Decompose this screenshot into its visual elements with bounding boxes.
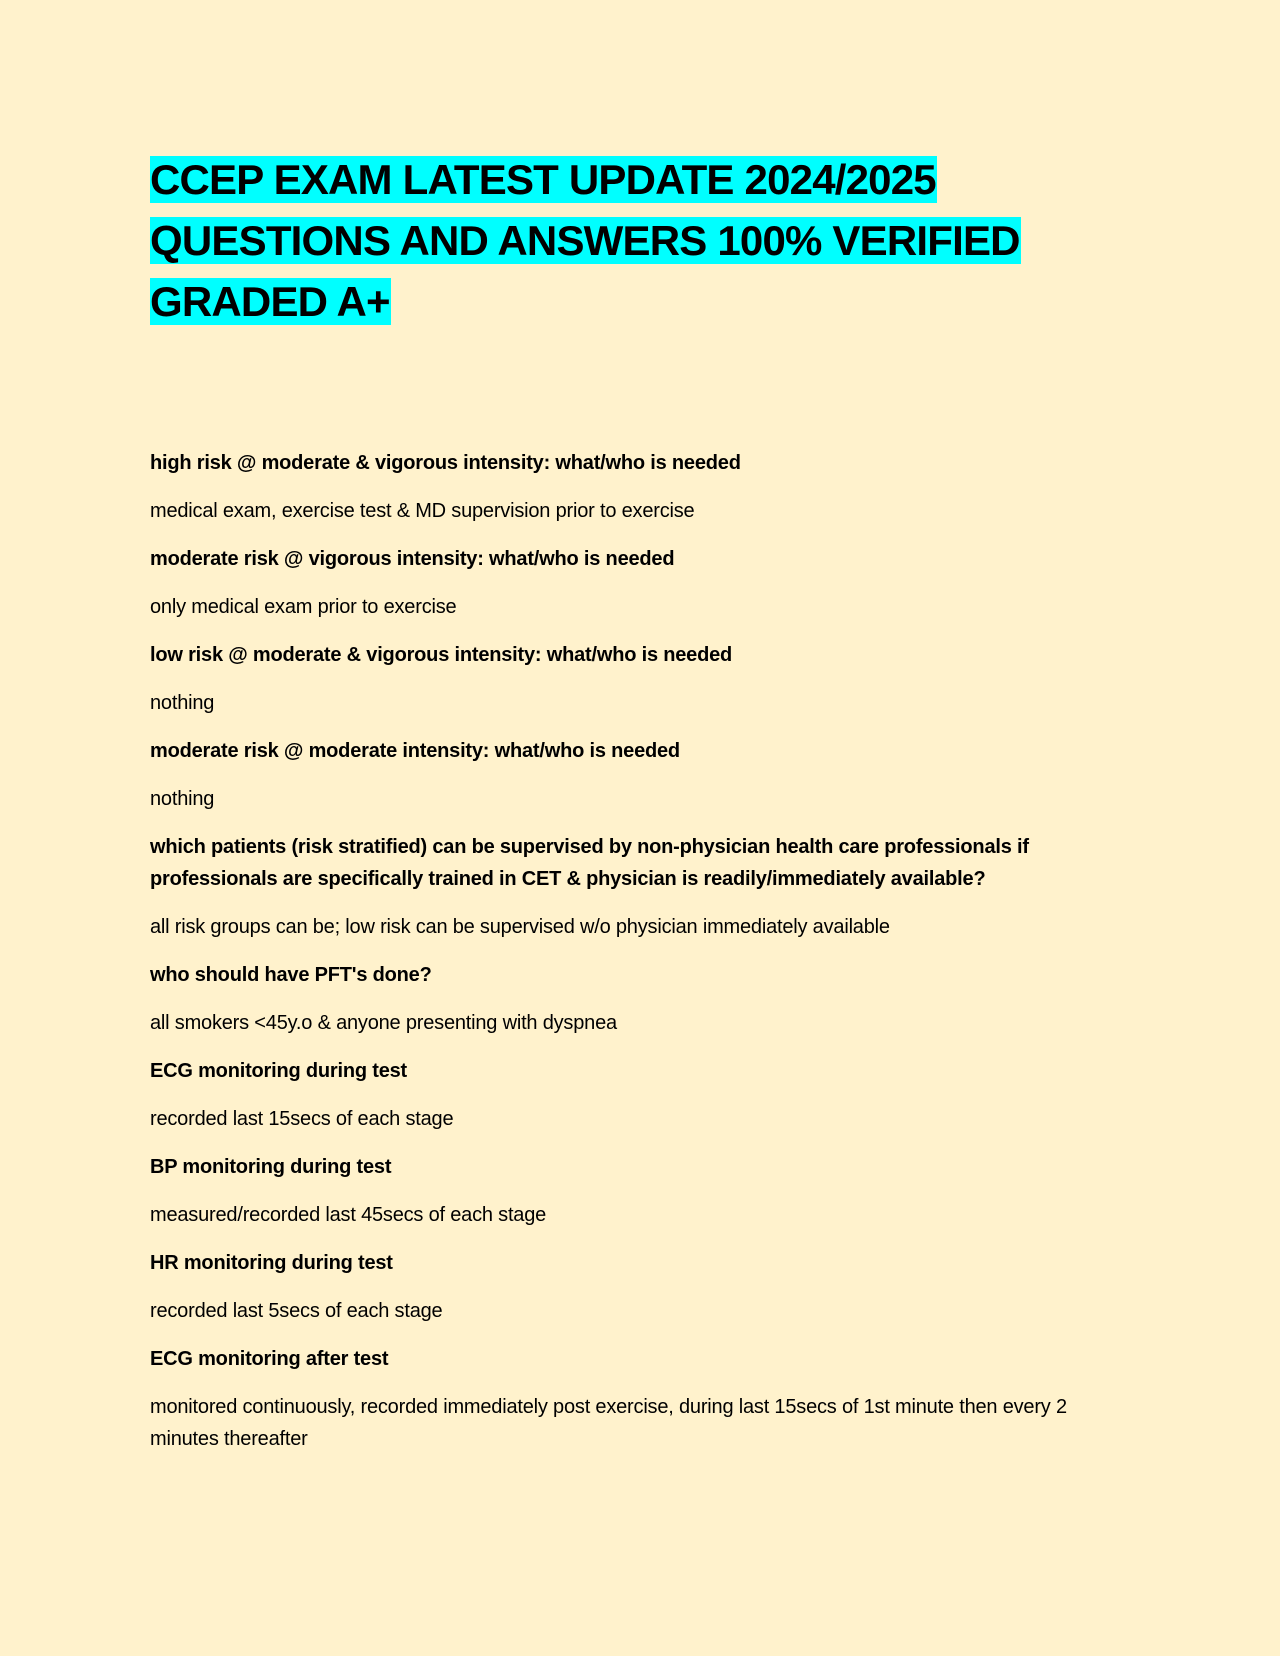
title-line: GRADED A+	[150, 278, 390, 325]
question-text: ECG monitoring after test	[150, 1348, 389, 1370]
qa-item	[150, 447, 1140, 527]
question-text: moderate risk @ vigorous intensity: what/who is needed	[150, 548, 675, 570]
answer-text: monitored continuously, recorded immediately post exercise, during last 15secs of 1st minute then every 2 minutes thereafter	[150, 1396, 1067, 1450]
answer-text: all smokers <45y.o & anyone presenting with dyspnea	[150, 1012, 617, 1034]
answer-text: nothing	[150, 788, 215, 810]
title-line: CCEP EXAM LATEST UPDATE 2024/2025	[150, 156, 936, 203]
qa-item	[150, 735, 1140, 815]
qa-item	[150, 1247, 1140, 1327]
answer-text: only medical exam prior to exercise	[150, 596, 457, 618]
qa-item	[150, 1055, 1140, 1135]
answer-text: nothing	[150, 692, 215, 714]
question-text: moderate risk @ moderate intensity: what/who is needed	[150, 740, 680, 762]
qa-item	[150, 1343, 1140, 1455]
answer-text: recorded last 5secs of each stage	[150, 1300, 443, 1322]
question-text: low risk @ moderate & vigorous intensity: what/who is needed	[150, 644, 733, 666]
qa-item	[150, 543, 1140, 623]
answer-text: medical exam, exercise test & MD supervision prior to exercise	[150, 500, 695, 522]
qa-item	[150, 959, 1140, 1039]
qa-item	[150, 639, 1140, 719]
qa-item	[150, 831, 1140, 943]
answer-text: all risk groups can be; low risk can be supervised w/o physician immediately available	[150, 916, 890, 938]
qa-list	[150, 447, 1140, 1455]
document-title	[150, 149, 1140, 332]
question-text: ECG monitoring during test	[150, 1060, 408, 1082]
title-line: QUESTIONS AND ANSWERS 100% VERIFIED	[150, 217, 1020, 264]
qa-item	[150, 1151, 1140, 1231]
question-text: who should have PFT's done?	[150, 964, 432, 986]
question-text: high risk @ moderate & vigorous intensity: what/who is needed	[150, 452, 741, 474]
question-text: BP monitoring during test	[150, 1156, 392, 1178]
question-text: HR monitoring during test	[150, 1252, 393, 1274]
question-text: which patients (risk stratified) can be supervised by non-physician health care professionals if professionals are specifically trained in CET & physician is readily/immediately available?	[150, 836, 1029, 890]
document-page	[150, 149, 1140, 1471]
answer-text: measured/recorded last 45secs of each stage	[150, 1204, 547, 1226]
answer-text: recorded last 15secs of each stage	[150, 1108, 454, 1130]
